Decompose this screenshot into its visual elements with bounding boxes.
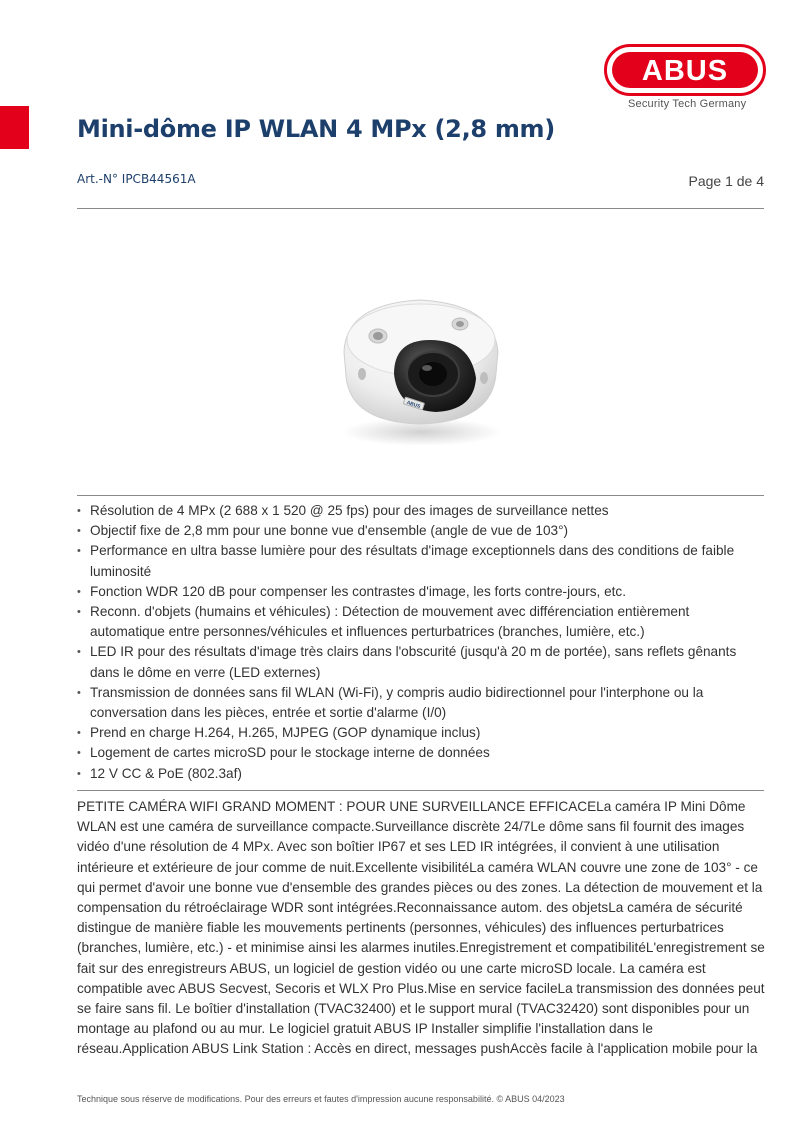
feature-item: • Prend en charge H.264, H.265, MJPEG (GOP dynamique inclus) bbox=[77, 723, 767, 743]
logo-wordmark: ABUS bbox=[641, 55, 729, 87]
feature-item: • Logement de cartes microSD pour le stockage interne de données bbox=[77, 743, 767, 763]
abus-logo-icon bbox=[604, 44, 766, 96]
feature-list bbox=[77, 501, 767, 784]
feature-item: • Transmission de données sans fil WLAN (Wi-Fi), y compris audio bidirectionnel pour l'interphone ou la conversation dans les pièces, entrée et sortie d'alarme (I/0) bbox=[77, 683, 767, 723]
article-number: Art.-N° IPCB44561A bbox=[77, 172, 196, 186]
brand-logo bbox=[604, 44, 766, 116]
page-indicator: Page 1 de 4 bbox=[688, 173, 764, 189]
feature-item: • Fonction WDR 120 dB pour compenser les contrastes d'image, les forts contre-jours, etc. bbox=[77, 582, 767, 602]
product-description: PETITE CAMÉRA WIFI GRAND MOMENT : POUR UNE SURVEILLANCE EFFICACELa caméra IP Mini Dôme WLAN est une caméra de surveillance compacte.Surveillance discrète 24/7Le dôme sans fil fournit des images vidéo d'une résolution de 4 MPx. Avec son boîtier IP67 et ses LED IR intégrées, il convient à une utilisation intérieure et extérieure de jour comme de nuit.Excellente visibilitéLa caméra WLAN couvre une zone de 103° - ce qui permet d'avoir une bonne vue d'ensemble des grandes pièces ou des zones. La détection de mouvement et la compensation du rétroéclairage WDR sont intégrées.Reconnaissance autom. des objetsLa caméra de sécurité distingue de manière fiable les mouvements pertinents (personnes, véhicules) des influences perturbatrices (branches, lumière, etc.) - et minimise ainsi les alarmes inutiles.Enregistrement et compatibilitéL'enregistrement se fait sur des enregistreurs ABUS, un logiciel de gestion vidéo ou une carte microSD locale. La caméra est compatible avec ABUS Secvest, Secoris et WLX Pro Plus.Mise en service facileLa transmission des données peut se faire sans fil. Le boîtier d'installation (TVAC32400) et le support mural (TVAC32420) sont disponibles pour un montage au plafond ou au mur. Le logiciel gratuit ABUS IP Installer simplifie l'installation dans le réseau.Application ABUS Link Station : Accès en direct, messages pushAccès facile à l'application mobile pour la bbox=[77, 799, 765, 1057]
logo-tagline: Security Tech Germany bbox=[628, 98, 747, 110]
features-top-divider bbox=[77, 495, 764, 496]
feature-item: • Reconn. d'objets (humains et véhicules) : Détection de mouvement avec différenciation entièrement automatique entre personnes/véhicules et influences perturbatrices (branches, lumière, etc.) bbox=[77, 602, 767, 642]
footer-disclaimer: Technique sous réserve de modifications. Pour des erreurs et fautes d'impression aucune responsabilité. © ABUS 04/2023 bbox=[77, 1094, 565, 1104]
product-image bbox=[332, 282, 508, 452]
feature-item: • Objectif fixe de 2,8 mm pour une bonne vue d'ensemble (angle de vue de 103°) bbox=[77, 521, 767, 541]
page-title: Mini-dôme IP WLAN 4 MPx (2,8 mm) bbox=[77, 115, 555, 143]
description-divider bbox=[77, 790, 764, 791]
camera-badge-label: ABUS bbox=[405, 399, 422, 410]
feature-item: • 12 V CC & PoE (802.3af) bbox=[77, 764, 767, 784]
dome-camera-illustration bbox=[332, 282, 508, 452]
feature-item: • Performance en ultra basse lumière pour des résultats d'image exceptionnels dans des conditions de faible luminosité bbox=[77, 541, 767, 581]
feature-item: • LED IR pour des résultats d'image très clairs dans l'obscurité (jusqu'à 20 m de portée), sans reflets gênants dans le dôme en verre (LED externes) bbox=[77, 642, 767, 682]
header-divider bbox=[77, 208, 764, 209]
feature-item: • Résolution de 4 MPx (2 688 x 1 520 @ 25 fps) pour des images de surveillance nettes bbox=[77, 501, 767, 521]
accent-tab bbox=[0, 106, 29, 149]
